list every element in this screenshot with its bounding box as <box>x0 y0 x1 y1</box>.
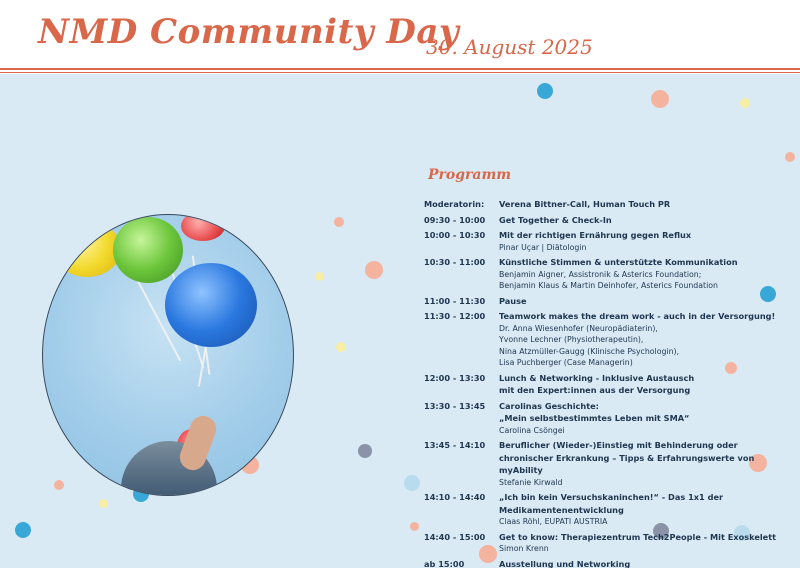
program-schedule <box>424 198 794 568</box>
schedule-row <box>424 558 794 568</box>
session-title: Teamwork makes the dream work - auch in der Versorgung! <box>499 311 776 321</box>
header-rule-thin <box>0 72 800 73</box>
session-title: Pause <box>499 295 527 306</box>
blue-balloon <box>165 263 257 347</box>
confetti-dot <box>410 522 419 531</box>
schedule-row <box>424 531 794 555</box>
session-time: 11:30 - 12:00 <box>424 311 486 321</box>
session-content <box>499 295 794 308</box>
session-content <box>499 558 794 568</box>
schedule-row <box>424 295 794 308</box>
session-time: 10:30 - 11:00 <box>424 257 486 267</box>
session-content <box>499 372 794 397</box>
session-time: 13:45 - 14:10 <box>424 440 486 450</box>
session-speaker: Nina Atzmüller-Gaugg (Klinische Psychologin), <box>499 346 680 356</box>
program-heading: Programm <box>428 167 512 183</box>
confetti-dot <box>54 480 64 490</box>
session-speaker: Carolina Csöngei <box>499 425 565 435</box>
session-time: Moderatorin: <box>424 199 485 209</box>
session-title: Verena Bittner-Call, Human Touch PR <box>499 199 671 209</box>
schedule-row <box>424 198 794 211</box>
session-title: Künstliche Stimmen & unterstützte Kommunikation <box>499 257 738 267</box>
session-speaker: Pinar Uçar | Diätologin <box>499 242 587 252</box>
confetti-dot <box>336 342 346 352</box>
session-content <box>499 531 794 555</box>
session-speaker: Benjamin Klaus & Martin Deinhofer, Asterics Foundation <box>499 281 718 290</box>
session-title: mit den Expert:innen aus der Versorgung <box>499 385 691 395</box>
event-date: 30. August 2025 <box>426 35 593 59</box>
session-title: Get to know: Therapiezentrum Tech2People - Mit Exoskelett <box>499 531 777 542</box>
session-speaker: Yvonne Lechner (Physiotherapeutin), <box>499 335 644 344</box>
session-title: Beruflicher (Wieder-)Einstieg mit Behinderung oder <box>499 440 738 450</box>
session-time: 14:10 - 14:40 <box>424 492 486 502</box>
session-title: Ausstellung und Networking <box>499 558 631 568</box>
schedule-row <box>424 214 794 227</box>
confetti-dot <box>358 444 372 458</box>
session-time: ab 15:00 <box>424 558 465 568</box>
session-title: Get Together & Check-In <box>499 214 612 225</box>
balloons-photo <box>42 214 294 496</box>
session-speaker: Simon Krenn <box>499 544 549 553</box>
confetti-dot <box>99 499 108 508</box>
session-content <box>499 256 794 292</box>
confetti-dot <box>537 83 553 99</box>
session-title: chronischer Erkrankung – Tipps & Erfahrungswerte von <box>499 452 755 463</box>
session-content <box>499 198 794 211</box>
session-speaker: Claas Röhl, EUPATI AUSTRIA <box>499 517 608 526</box>
schedule-row <box>424 439 794 488</box>
header <box>0 0 800 68</box>
session-title: Medikamentenentwicklung <box>499 504 624 515</box>
session-speaker: Benjamin Aigner, Assistronik & Asterics Foundation; <box>499 269 702 279</box>
confetti-dot <box>404 475 420 491</box>
session-time: 14:40 - 15:00 <box>424 531 486 542</box>
session-speaker: Dr. Anna Wiesenhofer (Neuropädiaterin), <box>499 323 658 333</box>
event-title: NMD Community Day <box>38 12 460 52</box>
schedule-row <box>424 310 794 369</box>
session-title: myAbility <box>499 465 543 475</box>
session-title: „Mein selbstbestimmtes Leben mit SMA“ <box>499 413 690 423</box>
session-content <box>499 400 794 437</box>
confetti-dot <box>740 98 750 108</box>
session-title: Lunch & Networking - Inklusive Austausch <box>499 372 695 383</box>
session-title: Mit der richtigen Ernährung gegen Reflux <box>499 230 692 240</box>
session-content <box>499 439 794 488</box>
schedule-row <box>424 256 794 292</box>
session-time: 12:00 - 13:30 <box>424 372 486 383</box>
session-speaker: Stefanie Kirwald <box>499 477 563 487</box>
session-content <box>499 310 794 369</box>
session-time: 09:30 - 10:00 <box>424 214 486 225</box>
schedule-row <box>424 400 794 437</box>
session-time: 11:00 - 11:30 <box>424 295 486 306</box>
confetti-dot <box>785 152 795 162</box>
session-time: 13:30 - 13:45 <box>424 400 486 411</box>
yellow-balloon <box>53 221 121 277</box>
session-title: Carolinas Geschichte: <box>499 400 599 411</box>
content-panel <box>0 74 800 568</box>
session-content <box>499 491 794 528</box>
confetti-dot <box>651 90 669 108</box>
session-time: 10:00 - 10:30 <box>424 230 486 240</box>
confetti-dot <box>365 261 383 279</box>
schedule-row <box>424 229 794 253</box>
session-content <box>499 214 794 227</box>
schedule-row <box>424 491 794 528</box>
green-balloon <box>113 217 183 283</box>
session-title: „Ich bin kein Versuchskaninchen!“ - Das 1x1 der <box>499 492 724 502</box>
confetti-dot <box>15 522 31 538</box>
session-speaker: Lisa Puchberger (Case Managerin) <box>499 358 633 367</box>
confetti-dot <box>315 272 324 281</box>
red-balloon <box>181 214 225 241</box>
header-rule-thick <box>0 68 800 70</box>
session-content <box>499 229 794 253</box>
confetti-dot <box>334 217 344 227</box>
schedule-row <box>424 372 794 397</box>
